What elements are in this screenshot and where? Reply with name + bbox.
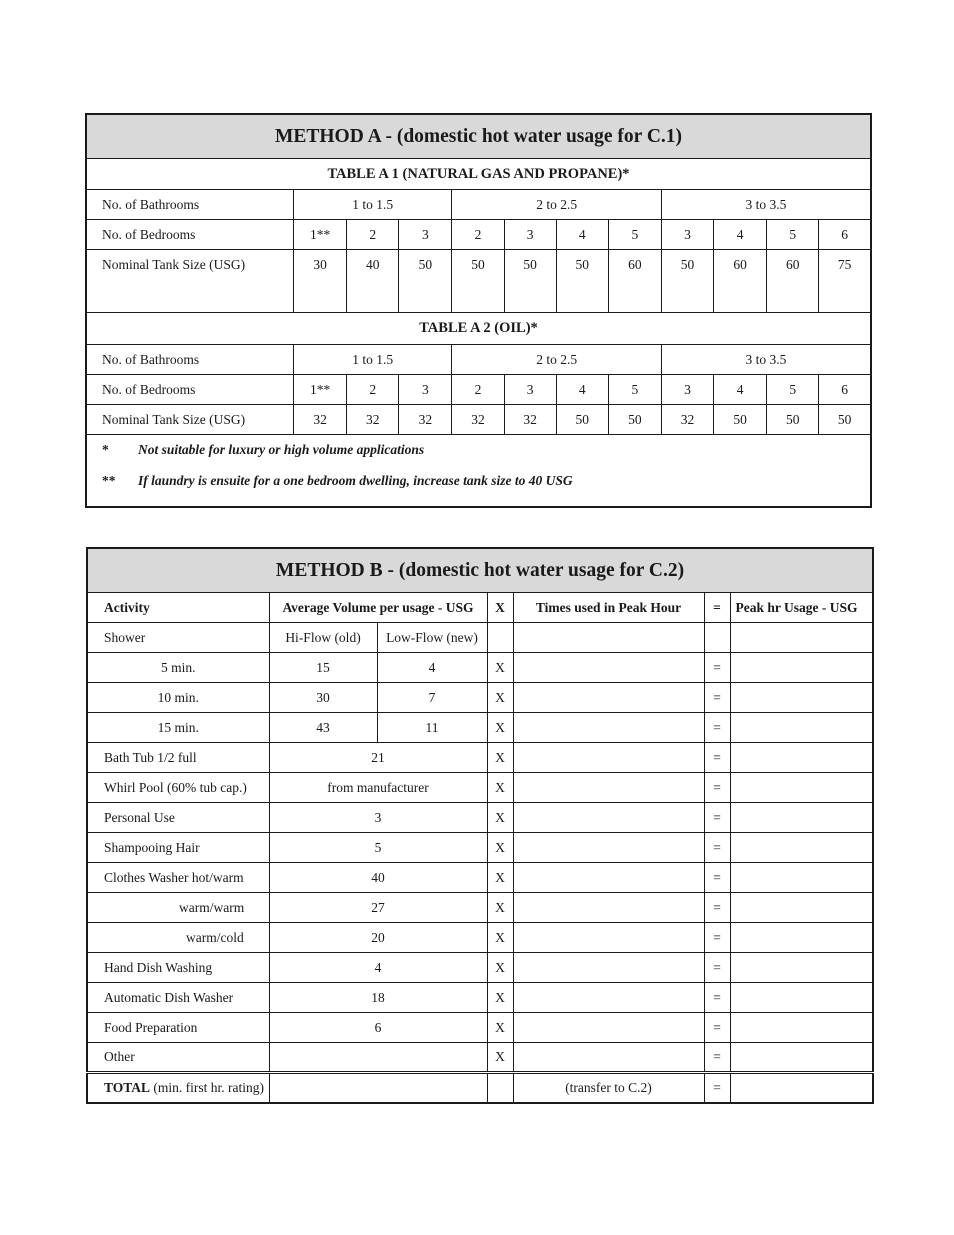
times-cell[interactable] (513, 623, 704, 653)
x-cell: X (487, 653, 513, 683)
times-cell[interactable] (513, 653, 704, 683)
bedroom-count: 3 (661, 220, 713, 250)
eq-cell (704, 623, 730, 653)
x-cell: X (487, 953, 513, 983)
bedroom-count: 4 (556, 220, 608, 250)
activity-row (87, 893, 873, 923)
table-a1-bathrooms-row (86, 190, 871, 220)
avg-volume-value: 5 (269, 833, 487, 863)
row-label: No. of Bedrooms (86, 375, 294, 405)
tank-size: 32 (452, 405, 504, 435)
x-cell: X (487, 713, 513, 743)
times-cell[interactable] (513, 683, 704, 713)
notes-row (86, 435, 871, 507)
note-mark: * (102, 442, 109, 457)
tank-size: 32 (399, 405, 452, 435)
shower-15min-row (87, 713, 873, 743)
avg-volume-value: 40 (269, 863, 487, 893)
low-flow-label: Low-Flow (new) (377, 623, 487, 653)
table-a2-tank-row (86, 405, 871, 435)
tank-size: 60 (608, 250, 661, 313)
bedroom-count: 6 (819, 375, 871, 405)
activity-row (87, 953, 873, 983)
shower-5min-row (87, 653, 873, 683)
table-a1-bedrooms-row (86, 220, 871, 250)
bedroom-count: 2 (452, 375, 504, 405)
bedroom-count: 3 (399, 220, 452, 250)
activity-label: 15 min. (87, 713, 269, 743)
times-cell[interactable] (513, 953, 704, 983)
x-cell: X (487, 1043, 513, 1073)
avg-volume-value: 4 (269, 953, 487, 983)
bathroom-range: 3 to 3.5 (661, 345, 871, 375)
bedroom-count: 5 (767, 375, 819, 405)
hi-flow-value: 43 (269, 713, 377, 743)
avg-volume-value: 6 (269, 1013, 487, 1043)
peak-cell[interactable] (730, 1013, 873, 1043)
bedroom-count: 6 (819, 220, 871, 250)
bedroom-count: 3 (399, 375, 452, 405)
peak-cell[interactable] (730, 983, 873, 1013)
x-cell: X (487, 893, 513, 923)
bedroom-count: 1** (294, 375, 347, 405)
table-a2-bedrooms-row (86, 375, 871, 405)
bedroom-count: 4 (714, 375, 767, 405)
activity-row (87, 923, 873, 953)
tank-size: 60 (767, 250, 819, 313)
activity-row (87, 803, 873, 833)
x-cell: X (487, 923, 513, 953)
hi-flow-label: Hi-Flow (old) (269, 623, 377, 653)
header-eq: = (704, 593, 730, 623)
activity-row (87, 1043, 873, 1073)
activity-label: Personal Use (87, 803, 269, 833)
tank-size: 32 (504, 405, 556, 435)
activity-row (87, 743, 873, 773)
tank-size: 32 (661, 405, 713, 435)
method-b-table (86, 547, 874, 1104)
row-label: No. of Bathrooms (86, 190, 294, 220)
x-cell (487, 1073, 513, 1103)
eq-cell: = (704, 803, 730, 833)
activity-label: 5 min. (87, 653, 269, 683)
eq-cell: = (704, 863, 730, 893)
note-text: If laundry is ensuite for a one bedroom dwelling, increase tank size to 40 USG (138, 473, 573, 488)
bedroom-count: 3 (504, 375, 556, 405)
bathroom-range: 2 to 2.5 (452, 345, 662, 375)
header-peak: Peak hr Usage - USG (730, 593, 873, 623)
bedroom-count: 4 (714, 220, 767, 250)
method-b-title: METHOD B - (domestic hot water usage for C.2) (87, 548, 873, 593)
bedroom-count: 2 (347, 220, 399, 250)
activity-label: warm/warm (87, 893, 269, 923)
tank-size: 32 (347, 405, 399, 435)
times-cell[interactable] (513, 803, 704, 833)
peak-cell[interactable] (730, 653, 873, 683)
eq-cell: = (704, 653, 730, 683)
bedroom-count: 1** (294, 220, 347, 250)
low-flow-value: 7 (377, 683, 487, 713)
tank-size: 50 (556, 405, 608, 435)
method-b-header-row (87, 593, 873, 623)
bedroom-count: 3 (661, 375, 713, 405)
x-cell: X (487, 803, 513, 833)
eq-cell: = (704, 953, 730, 983)
table-a2-bathrooms-row (86, 345, 871, 375)
avg-volume-value: from manufacturer (269, 773, 487, 803)
peak-cell[interactable] (730, 743, 873, 773)
tank-size: 50 (819, 405, 871, 435)
activity-row (87, 1013, 873, 1043)
times-cell[interactable] (513, 893, 704, 923)
peak-cell[interactable] (730, 683, 873, 713)
activity-row (87, 833, 873, 863)
row-label: Nominal Tank Size (USG) (86, 405, 294, 435)
activity-row (87, 863, 873, 893)
row-label: No. of Bathrooms (86, 345, 294, 375)
x-cell: X (487, 833, 513, 863)
activity-label: Whirl Pool (60% tub cap.) (87, 773, 269, 803)
peak-cell[interactable] (730, 713, 873, 743)
activity-row (87, 773, 873, 803)
tank-size: 50 (767, 405, 819, 435)
activity-label: 10 min. (87, 683, 269, 713)
eq-cell: = (704, 683, 730, 713)
hi-flow-value: 30 (269, 683, 377, 713)
tank-size: 50 (504, 250, 556, 313)
activity-label: warm/cold (87, 923, 269, 953)
x-cell: X (487, 863, 513, 893)
bathroom-range: 1 to 1.5 (294, 190, 452, 220)
header-activity: Activity (87, 593, 269, 623)
activity-label: Other (87, 1043, 269, 1073)
x-cell: X (487, 1013, 513, 1043)
x-cell: X (487, 743, 513, 773)
total-label (87, 1073, 269, 1103)
eq-cell: = (704, 743, 730, 773)
avg-volume-value: 20 (269, 923, 487, 953)
activity-label: Shampooing Hair (87, 833, 269, 863)
eq-cell: = (704, 713, 730, 743)
activity-label: Food Preparation (87, 1013, 269, 1043)
tank-size: 30 (294, 250, 347, 313)
table-a1-title: TABLE A 1 (NATURAL GAS AND PROPANE)* (86, 159, 871, 190)
shower-10min-row (87, 683, 873, 713)
activity-label: Automatic Dish Washer (87, 983, 269, 1013)
peak-cell[interactable] (730, 863, 873, 893)
x-cell: X (487, 983, 513, 1013)
bedroom-count: 5 (608, 375, 661, 405)
header-avg-volume: Average Volume per usage - USG (269, 593, 487, 623)
eq-cell: = (704, 773, 730, 803)
eq-cell: = (704, 923, 730, 953)
tank-size: 75 (819, 250, 871, 313)
note-2 (102, 473, 870, 489)
hi-flow-value: 15 (269, 653, 377, 683)
eq-cell: = (704, 833, 730, 863)
bedroom-count: 5 (767, 220, 819, 250)
avg-volume-value: 18 (269, 983, 487, 1013)
activity-label: Clothes Washer hot/warm (87, 863, 269, 893)
peak-cell[interactable] (730, 803, 873, 833)
eq-cell: = (704, 1073, 730, 1103)
tank-size: 40 (347, 250, 399, 313)
bedroom-count: 2 (347, 375, 399, 405)
times-cell[interactable] (513, 923, 704, 953)
times-cell[interactable] (513, 863, 704, 893)
note-mark: ** (102, 473, 116, 488)
note-text: Not suitable for luxury or high volume applications (138, 442, 425, 457)
table-a1-tank-row (86, 250, 871, 313)
activity-label: Hand Dish Washing (87, 953, 269, 983)
note-1 (102, 442, 870, 473)
x-cell: X (487, 773, 513, 803)
eq-cell: = (704, 983, 730, 1013)
times-cell[interactable] (513, 833, 704, 863)
transfer-note: (transfer to C.2) (513, 1073, 704, 1103)
tank-size: 60 (714, 250, 767, 313)
activity-row (87, 983, 873, 1013)
total-peak-cell[interactable] (730, 1073, 873, 1103)
avg-volume-value: 3 (269, 803, 487, 833)
tank-size: 50 (399, 250, 452, 313)
bedroom-count: 2 (452, 220, 504, 250)
tank-size: 50 (714, 405, 767, 435)
times-cell[interactable] (513, 743, 704, 773)
tank-size: 32 (294, 405, 347, 435)
times-cell[interactable] (513, 983, 704, 1013)
notes-cell (86, 435, 871, 507)
x-cell: X (487, 683, 513, 713)
total-row (87, 1073, 873, 1103)
row-label: No. of Bedrooms (86, 220, 294, 250)
bedroom-count: 3 (504, 220, 556, 250)
tank-size: 50 (661, 250, 713, 313)
eq-cell: = (704, 1013, 730, 1043)
shower-label: Shower (87, 623, 269, 653)
times-cell[interactable] (513, 1013, 704, 1043)
bedroom-count: 5 (608, 220, 661, 250)
peak-cell[interactable] (730, 893, 873, 923)
bedroom-count: 4 (556, 375, 608, 405)
method-a-title: METHOD A - (domestic hot water usage for C.1) (86, 114, 871, 159)
method-a-table (85, 113, 872, 508)
bathroom-range: 1 to 1.5 (294, 345, 452, 375)
total-label-bold: TOTAL (104, 1079, 151, 1095)
activity-label: Bath Tub 1/2 full (87, 743, 269, 773)
row-label: Nominal Tank Size (USG) (86, 250, 294, 313)
times-cell[interactable] (513, 773, 704, 803)
peak-cell[interactable] (730, 773, 873, 803)
header-times: Times used in Peak Hour (513, 593, 704, 623)
avg-volume-value: 21 (269, 743, 487, 773)
x-cell (487, 623, 513, 653)
tank-size: 50 (452, 250, 504, 313)
bathroom-range: 3 to 3.5 (661, 190, 871, 220)
eq-cell: = (704, 1043, 730, 1073)
tank-size: 50 (608, 405, 661, 435)
times-cell[interactable] (513, 1043, 704, 1073)
bathroom-range: 2 to 2.5 (452, 190, 662, 220)
shower-row (87, 623, 873, 653)
total-label-rest: (min. first hr. rating) (150, 1079, 265, 1095)
table-a2-title: TABLE A 2 (OIL)* (86, 313, 871, 345)
peak-cell[interactable] (730, 1043, 873, 1073)
low-flow-value: 11 (377, 713, 487, 743)
eq-cell: = (704, 893, 730, 923)
peak-cell[interactable] (730, 833, 873, 863)
times-cell[interactable] (513, 713, 704, 743)
avg-volume-value[interactable] (269, 1043, 487, 1073)
header-x: X (487, 593, 513, 623)
total-volume-cell (269, 1073, 487, 1103)
tank-size: 50 (556, 250, 608, 313)
avg-volume-value: 27 (269, 893, 487, 923)
peak-cell[interactable] (730, 923, 873, 953)
peak-cell[interactable] (730, 623, 873, 653)
low-flow-value: 4 (377, 653, 487, 683)
peak-cell[interactable] (730, 953, 873, 983)
